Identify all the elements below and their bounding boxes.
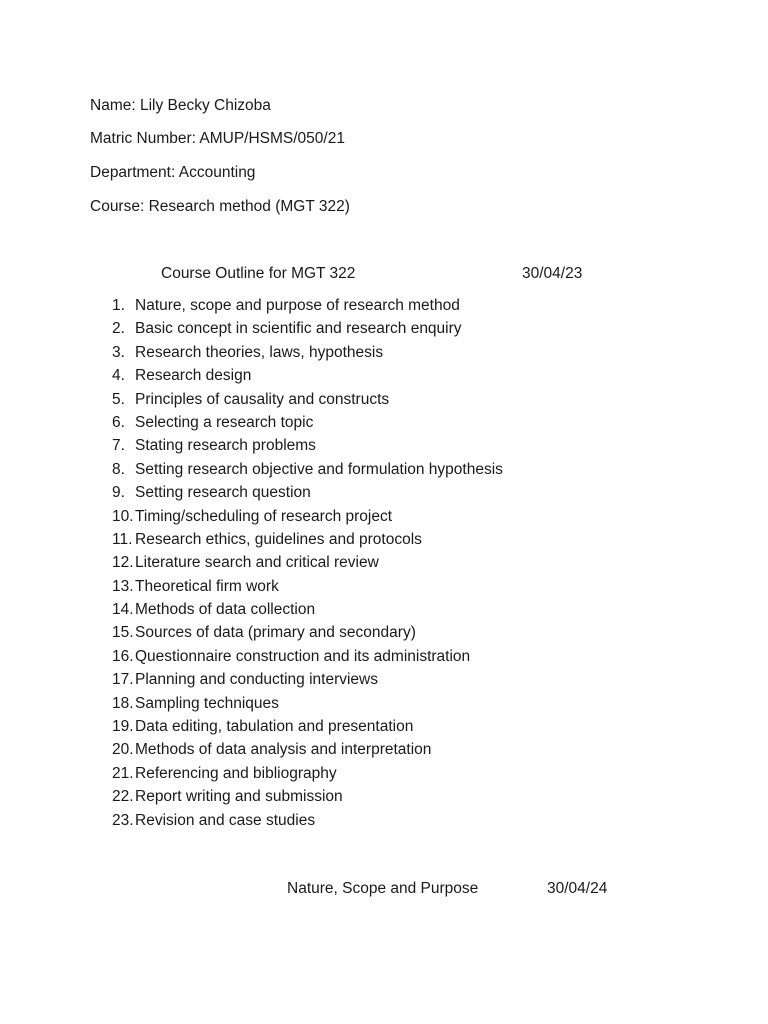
outline-item	[112, 343, 503, 366]
outline-item-text: Data editing, tabulation and presentation	[135, 718, 414, 736]
outline-item	[112, 530, 503, 553]
outline-date: 30/04/23	[522, 265, 583, 282]
outline-item-number: 11.	[112, 530, 133, 548]
outline-item-text: Principles of causality and constructs	[135, 390, 390, 408]
outline-item	[112, 811, 503, 834]
outline-item-number: 12.	[112, 554, 134, 572]
outline-item-number: 22.	[112, 788, 134, 806]
outline-item	[112, 670, 503, 693]
outline-item-text: Research theories, laws, hypothesis	[135, 343, 384, 361]
outline-item-text: Basic concept in scientific and research enquiry	[135, 320, 462, 338]
outline-item	[112, 390, 503, 413]
outline-item	[112, 413, 503, 436]
outline-item-text: Questionnaire construction and its administration	[135, 647, 471, 665]
outline-item-number: 3.	[112, 343, 125, 361]
outline-item	[112, 787, 503, 810]
outline-item-number: 21.	[112, 764, 134, 782]
outline-item	[112, 694, 503, 717]
outline-item-text: Revision and case studies	[135, 811, 316, 829]
section-date: 30/04/24	[547, 880, 608, 897]
outline-item-number: 15.	[112, 624, 134, 642]
outline-title: Course Outline for MGT 322	[161, 265, 356, 282]
course: Course: Research method (MGT 322)	[90, 198, 350, 215]
outline-item-number: 8.	[112, 460, 125, 478]
outline-item-number: 13.	[112, 577, 134, 595]
outline-item	[112, 764, 503, 787]
outline-item-number: 6.	[112, 413, 125, 431]
outline-item	[112, 507, 503, 530]
outline-item-number: 7.	[112, 437, 125, 455]
outline-item	[112, 717, 503, 740]
outline-item-text: Methods of data analysis and interpretation	[135, 741, 432, 759]
outline-item-text: Setting research objective and formulation hypothesis	[135, 460, 503, 478]
outline-item-text: Research ethics, guidelines and protocols	[135, 530, 422, 548]
outline-item	[112, 647, 503, 670]
outline-item	[112, 553, 503, 576]
outline-item	[112, 740, 503, 763]
department: Department: Accounting	[90, 164, 256, 181]
outline-item-text: Setting research question	[135, 484, 311, 502]
outline-item-number: 16.	[112, 647, 134, 665]
outline-item	[112, 483, 503, 506]
outline-item-number: 19.	[112, 718, 134, 736]
outline-item	[112, 296, 503, 319]
student-name: Name: Lily Becky Chizoba	[90, 97, 271, 114]
outline-item-number: 17.	[112, 671, 134, 689]
course-outline-list	[112, 296, 503, 834]
outline-item	[112, 436, 503, 459]
outline-item-number: 1.	[112, 297, 125, 314]
outline-item	[112, 319, 503, 342]
outline-item-text: Referencing and bibliography	[135, 764, 337, 782]
outline-item-text: Theoretical firm work	[135, 577, 279, 595]
outline-item-text: Planning and conducting interviews	[135, 671, 378, 689]
outline-item-text: Sampling techniques	[135, 694, 279, 712]
outline-item-number: 20.	[112, 741, 134, 759]
outline-item	[112, 460, 503, 483]
outline-item-number: 4.	[112, 367, 125, 385]
outline-item-text: Methods of data collection	[135, 601, 316, 619]
outline-item-text: Selecting a research topic	[135, 413, 314, 431]
outline-item-number: 18.	[112, 694, 134, 712]
outline-item	[112, 600, 503, 623]
outline-item	[112, 623, 503, 646]
outline-item-number: 23.	[112, 811, 134, 829]
outline-item-number: 2.	[112, 320, 125, 338]
outline-item-text: Research design	[135, 367, 252, 385]
section-title: Nature, Scope and Purpose	[287, 880, 479, 897]
outline-item	[112, 366, 503, 389]
outline-item-text: Literature search and critical review	[135, 554, 379, 572]
outline-item-text: Timing/scheduling of research project	[135, 507, 393, 525]
outline-item-text: Report writing and submission	[135, 788, 343, 806]
outline-item-text: Sources of data (primary and secondary)	[135, 624, 416, 642]
matric-number: Matric Number: AMUP/HSMS/050/21	[90, 130, 345, 147]
outline-item-text: Nature, scope and purpose of research method	[135, 297, 460, 314]
outline-item-number: 14.	[112, 601, 134, 619]
outline-item	[112, 577, 503, 600]
outline-item-number: 5.	[112, 390, 125, 408]
outline-item-number: 10.	[112, 507, 134, 525]
outline-item-text: Stating research problems	[135, 437, 316, 455]
outline-item-number: 9.	[112, 484, 125, 502]
